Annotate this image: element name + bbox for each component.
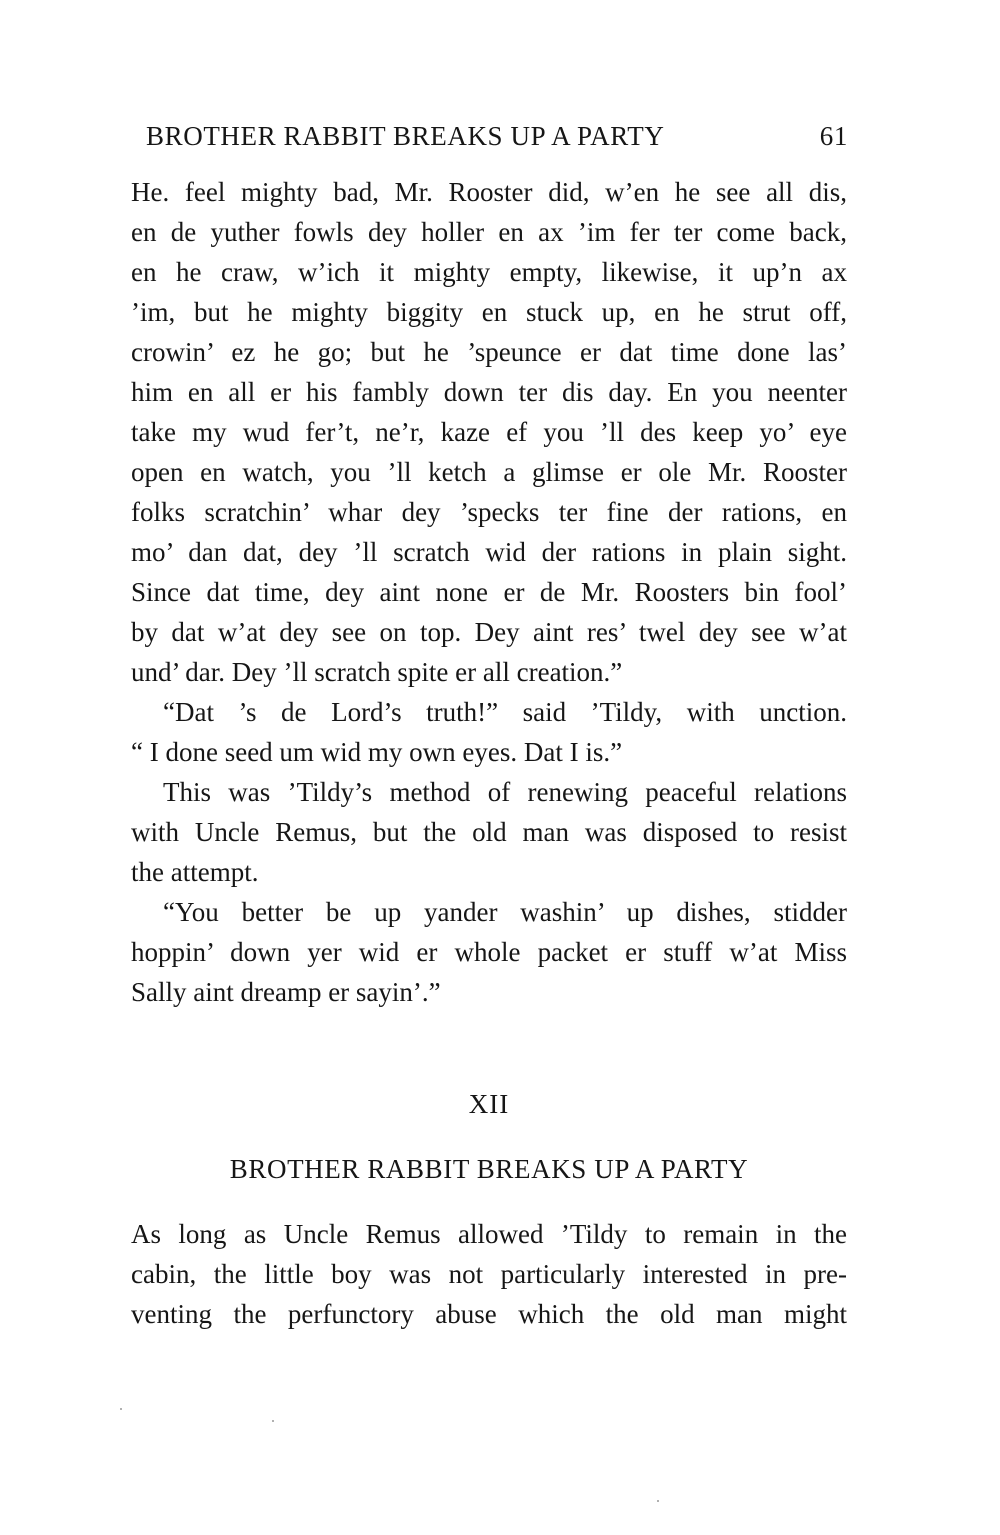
paragraph-remus-speech <box>131 892 847 1012</box>
text-line: und’ dar. Dey ’ll scratch spite er all creation.” <box>131 657 623 687</box>
text-line: venting the perfunctory abuse which the old man might <box>131 1299 847 1329</box>
scan-speck <box>272 1420 274 1422</box>
scan-speck <box>657 1500 659 1502</box>
text-line: “ I done seed um wid my own eyes. Dat I is.” <box>131 737 623 767</box>
text-line: en de yuther fowls dey holler en ax ’im fer ter come back, <box>131 217 847 247</box>
text-line: As long as Uncle Remus allowed ’Tildy to remain in the <box>131 1219 847 1249</box>
page-number: 61 <box>819 121 848 151</box>
text-line: Sally aint dreamp er sayin’.” <box>131 977 441 1007</box>
text-line: with Uncle Remus, but the old man was disposed to resist <box>131 817 847 847</box>
text-line: take my wud fer’t, ne’r, kaze ef you ’ll des keep yo’ eye <box>131 417 847 447</box>
paragraph-tildy-speech <box>131 692 847 772</box>
text-line: “You better be up yander washin’ up dishes, stidder <box>163 897 847 927</box>
chapter-number: XII <box>468 1089 510 1119</box>
text-line: folks scratchin’ whar dey ’specks ter fine der rations, en <box>131 497 847 527</box>
text-line: the attempt. <box>131 857 259 887</box>
running-head <box>146 118 848 154</box>
running-title: BROTHER RABBIT BREAKS UP A PARTY <box>146 121 665 151</box>
scan-speck <box>120 1408 122 1410</box>
paragraph-continuation <box>131 172 847 692</box>
text-line: This was ’Tildy’s method of renewing peaceful relations <box>163 777 847 807</box>
paragraph-narration <box>131 772 847 892</box>
text-line: mo’ dan dat, dey ’ll scratch wid der rations in plain sight. <box>131 537 847 567</box>
text-line: “Dat ’s de Lord’s truth!” said ’Tildy, with unction. <box>163 697 847 727</box>
text-line: He. feel mighty bad, Mr. Rooster did, w’en he see all dis, <box>131 177 847 207</box>
text-line: open en watch, you ’ll ketch a glimse er ole Mr. Rooster <box>131 457 847 487</box>
text-line: by dat w’at dey see on top. Dey aint res’ twel dey see w’at <box>131 617 847 647</box>
text-line: hoppin’ down yer wid er whole packet er stuff w’at Miss <box>131 937 847 967</box>
text-line: him en all er his fambly down ter dis day. En you neenter <box>131 377 847 407</box>
chapter-opening-paragraph <box>131 1214 847 1334</box>
text-line: crowin’ ez he go; but he ’speunce er dat time done las’ <box>131 337 847 367</box>
text-line: cabin, the little boy was not particularly interested in pre- <box>131 1259 847 1289</box>
text-line: ’im, but he mighty biggity en stuck up, en he strut off, <box>131 297 847 327</box>
text-line: en he craw, w’ich it mighty empty, likewise, it up’n ax <box>131 257 847 287</box>
chapter-title: BROTHER RABBIT BREAKS UP A PARTY <box>229 1154 749 1184</box>
text-line: Since dat time, dey aint none er de Mr. Roosters bin fool’ <box>131 577 847 607</box>
